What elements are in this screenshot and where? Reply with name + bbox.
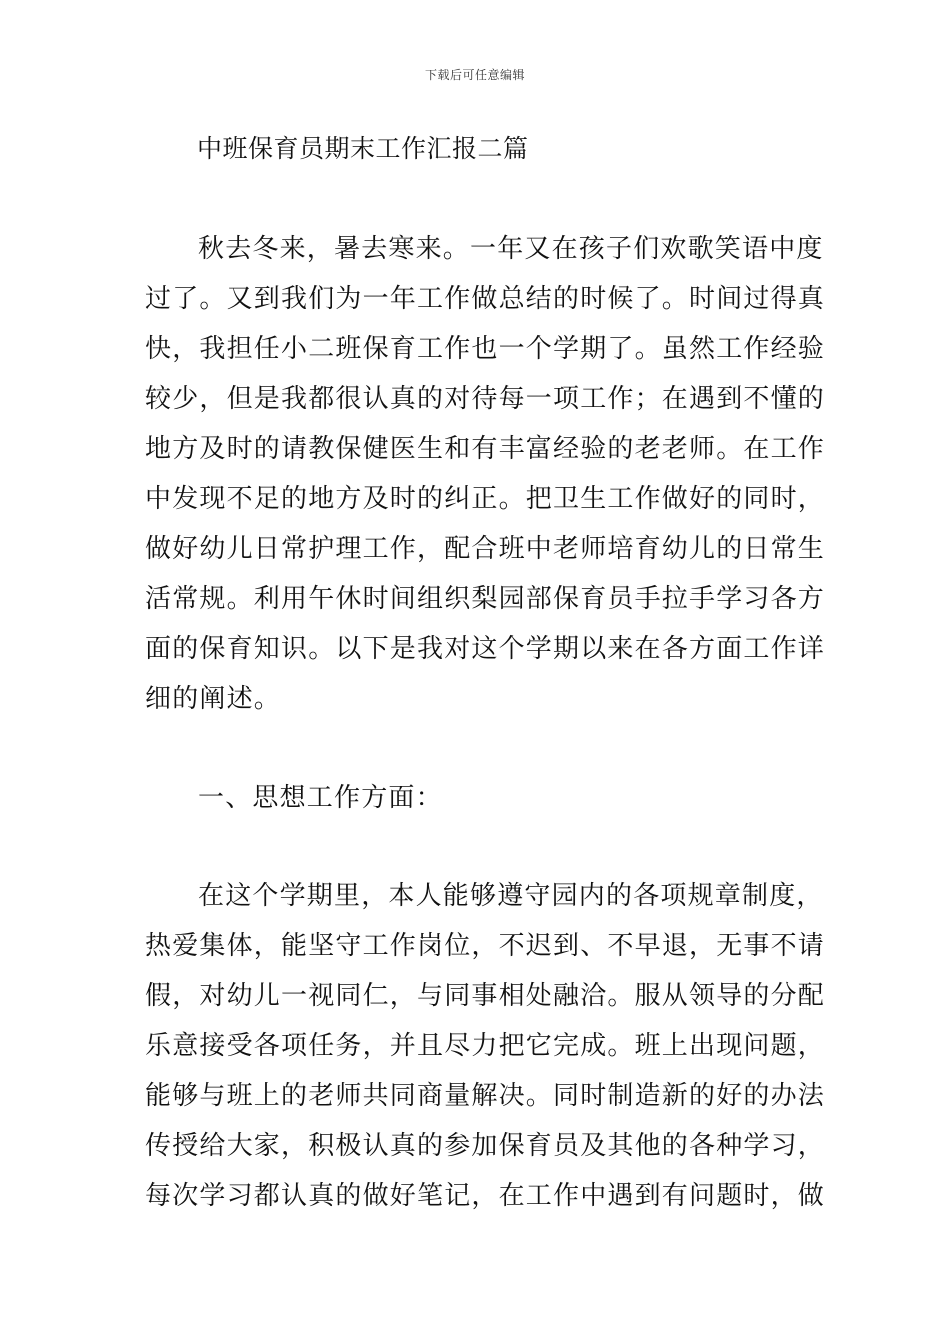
paragraph-line: 面的保育知识。以下是我对这个学期以来在各方面工作详 [145,634,826,664]
paragraph-line: 假，对幼儿一视同仁，与同事相处融洽。服从领导的分配 [145,981,826,1011]
paragraph-line: 在这个学期里，本人能够遵守园内的各项规章制度， [198,881,824,911]
paragraph-line: 每次学习都认真的做好笔记，在工作中遇到有问题时，做 [145,1181,826,1211]
paragraph-line: 较少，但是我都很认真的对待每一项工作；在遇到不懂的 [145,384,826,414]
paragraph-line: 热爱集体，能坚守工作岗位，不迟到、不早退，无事不请 [145,931,826,961]
paragraph-line: 过了。又到我们为一年工作做总结的时候了。时间过得真 [145,284,826,314]
paragraph-line: 能够与班上的老师共同商量解决。同时制造新的好的办法 [145,1081,826,1111]
paragraph-line: 传授给大家，积极认真的参加保育员及其他的各种学习， [145,1131,826,1161]
paragraph-line: 细的阐述。 [145,684,282,714]
document-title: 中班保育员期末工作汇报二篇 [197,134,529,163]
paragraph-line: 快，我担任小二班保育工作也一个学期了。虽然工作经验 [145,334,826,364]
paragraph-line: 活常规。利用午休时间组织梨园部保育员手拉手学习各方 [145,584,826,614]
paragraph-line: 做好幼儿日常护理工作，配合班中老师培育幼儿的日常生 [145,534,826,564]
section-heading: 一、思想工作方面： [198,783,443,813]
paragraph-line: 地方及时的请教保健医生和有丰富经验的老老师。在工作 [145,434,826,464]
paragraph-line: 中发现不足的地方及时的纠正。把卫生工作做好的同时， [145,484,826,514]
paragraph-line: 乐意接受各项任务，并且尽力把它完成。班上出现问题， [145,1031,826,1061]
paragraph-line: 秋去冬来，暑去寒来。一年又在孩子们欢歌笑语中度 [198,234,824,264]
header-note: 下载后可任意编辑 [424,68,525,82]
